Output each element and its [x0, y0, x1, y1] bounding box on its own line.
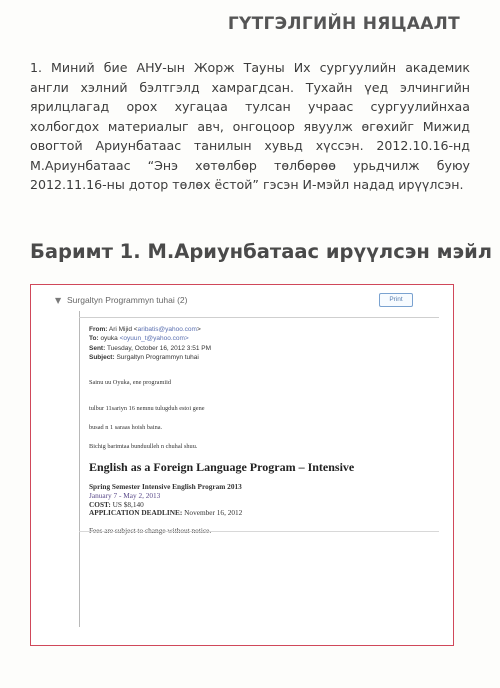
sent-value: Tuesday, October 16, 2012 3:51 PM	[106, 344, 212, 352]
to-row	[89, 334, 211, 343]
email-thread-subject: Surgaltyn Programmyn tuhai (2)	[67, 295, 188, 305]
refutation-paragraph: 1. Миний бие АНУ-ын Жорж Тауны Их сургуулийн академик англи хэлний бэлтгэлд хамрагдсан. Тухайн үед элчингийн ярилцлагад орох хугацаа тулсан учраас сургуулийнхаа холбогдох материалыг авч, онгоцоор явуулж өгөхийг Мижид овогтой Ариунбатаас танилын хувьд хүссэн. 2012.10.16-нд М.Ариунбатаас “Энэ хөтөлбөр төлбөрөө урьдчилж буюу 2012.11.16-ны дотор төлөх ёстой” гэсэн И-мэйл надад ирүүлсэн.	[30, 60, 470, 192]
fees-divider	[79, 531, 439, 532]
subject-row	[89, 353, 211, 362]
collapse-arrow-icon[interactable]: ▼	[55, 296, 62, 305]
sent-row	[89, 344, 211, 353]
program-subtitle: Spring Semester Intensive English Program 2013	[89, 482, 242, 491]
to-label: To:	[89, 335, 99, 343]
from-row	[89, 325, 211, 334]
to-email-link[interactable]: <oyuun_t@yahoo.com>	[119, 335, 189, 343]
sent-label: Sent:	[89, 344, 106, 352]
from-email-link[interactable]: aribatis@yahoo.com	[137, 326, 197, 333]
email-body	[89, 379, 439, 535]
subject-label: Subject:	[89, 354, 115, 362]
evidence-title: Баримт 1. М.Ариунбатаас ирүүлсэн мэйл	[30, 240, 493, 263]
cost-label: COST:	[89, 499, 111, 509]
cost-value: US $8,140	[112, 499, 144, 509]
body-line: busad n 1 saraas hoish baina.	[89, 424, 163, 431]
header-divider	[79, 317, 439, 318]
program-dates: January 7 - May 2, 2013	[89, 490, 161, 500]
thread-indent-rule	[79, 311, 80, 627]
deadline-row	[89, 509, 439, 518]
from-value: Ari Mijid <	[108, 326, 138, 333]
from-close: >	[196, 326, 201, 333]
email-screenshot-frame	[30, 284, 454, 646]
document-heading: ГҮТГЭЛГИЙН НЯЦААЛТ	[227, 14, 460, 34]
body-line: Sainu uu Oyuka, ene programiid	[89, 379, 172, 386]
email-headers	[89, 325, 211, 363]
deadline-label: APPLICATION DEADLINE:	[89, 508, 183, 518]
body-line: Bichig barimtaa bunduulleh n chuhal shuu.	[89, 443, 198, 450]
subject-value: Surgaltyn Programmyn tuhai	[116, 354, 199, 362]
to-value: oyuka	[100, 335, 120, 343]
email-subject-bar	[31, 293, 453, 311]
program-title: English as a Foreign Language Program – Intensive	[89, 460, 355, 474]
deadline-value: November 16, 2012	[184, 508, 243, 518]
body-line: tulbur 11sariyn 16 nemnu tulugduh estoi gene	[89, 405, 205, 412]
from-label: From:	[89, 326, 108, 333]
print-button[interactable]: Print	[379, 293, 413, 307]
